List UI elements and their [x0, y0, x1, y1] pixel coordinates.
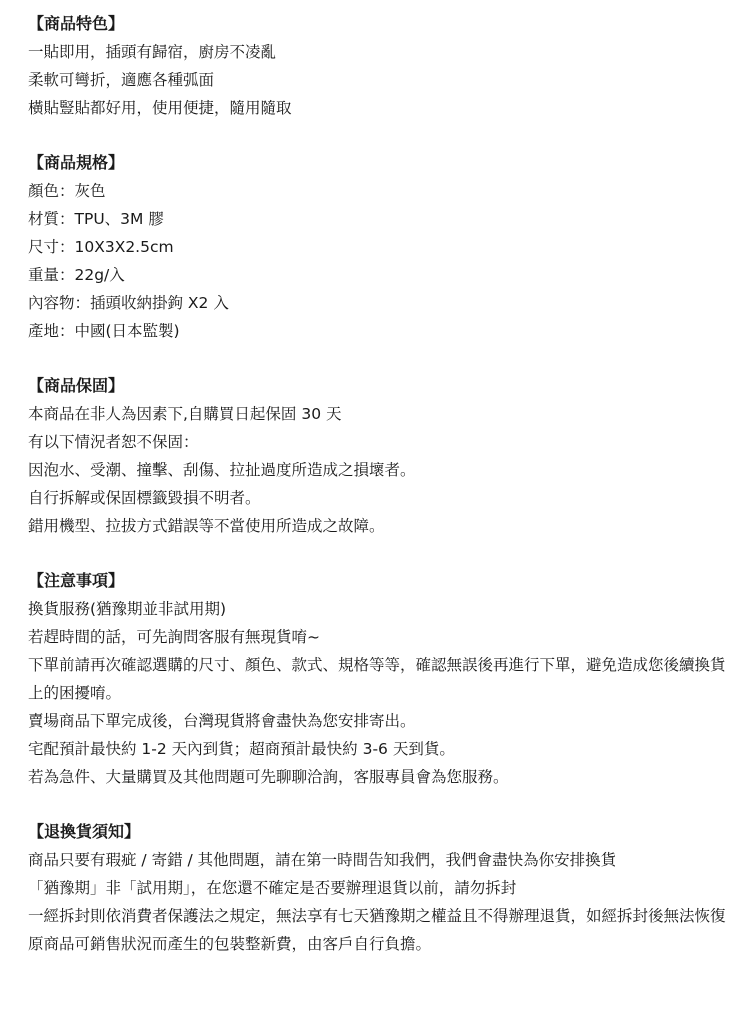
spec-size: 尺寸：10X3X2.5cm — [28, 238, 174, 256]
section-heading: 【退換貨須知】 — [28, 822, 141, 841]
text-line: 換貨服務(猶豫期並非試用期) — [28, 600, 227, 618]
text-line: 宅配預計最快約 1-2 天內到貨；超商預計最快約 3-6 天到貨。 — [28, 740, 455, 758]
text-line: 商品只要有瑕疵 / 寄錯 / 其他問題，請在第一時間告知我們，我們會盡快為你安排換貨 — [28, 851, 617, 869]
text-line: 橫貼豎貼都好用，使用便捷，隨用隨取 — [28, 99, 292, 117]
text-line: 下單前請再次確認選購的尺寸、顏色、款式、規格等等，確認無誤後再進行下單，避免造成您後續換貨上的困擾唷。 — [28, 656, 726, 702]
product-description — [28, 10, 728, 985]
section-heading: 【商品保固】 — [28, 376, 125, 395]
section-features — [28, 10, 728, 122]
spec-contents: 內容物：插頭收納掛鉤 X2 入 — [28, 294, 229, 312]
text-line: 賣場商品下單完成後，台灣現貨將會盡快為您安排寄出。 — [28, 712, 416, 730]
text-line: 因泡水、受潮、撞擊、刮傷、拉扯過度所造成之損壞者。 — [28, 461, 416, 479]
text-line: 自行拆解或保固標籤毀損不明者。 — [28, 489, 261, 507]
spec-material: 材質：TPU、3M 膠 — [28, 210, 164, 228]
section-specifications — [28, 149, 728, 345]
section-warranty — [28, 372, 728, 540]
spec-origin: 產地：中國(日本監製) — [28, 322, 180, 340]
text-line: 錯用機型、拉拔方式錯誤等不當使用所造成之故障。 — [28, 517, 385, 535]
section-returns — [28, 818, 728, 958]
spec-weight: 重量：22g/入 — [28, 266, 125, 284]
text-line: 有以下情況者恕不保固： — [28, 433, 199, 451]
text-line: 一貼即用，插頭有歸宿，廚房不凌亂 — [28, 43, 277, 61]
text-line: 本商品在非人為因素下,自購買日起保固 30 天 — [28, 405, 342, 423]
section-heading: 【商品特色】 — [28, 14, 125, 33]
spec-color: 顏色：灰色 — [28, 182, 106, 200]
text-line: 若趕時間的話，可先詢問客服有無現貨唷~ — [28, 628, 320, 646]
text-line: 若為急件、大量購買及其他問題可先聊聊洽詢，客服專員會為您服務。 — [28, 768, 509, 786]
section-notes — [28, 567, 728, 791]
text-line: 一經拆封則依消費者保護法之規定，無法享有七天猶豫期之權益且不得辦理退貨，如經拆封後無法恢復原商品可銷售狀況而產生的包裝整新費，由客戶自行負擔。 — [28, 907, 726, 953]
section-heading: 【注意事項】 — [28, 571, 125, 590]
section-heading: 【商品規格】 — [28, 153, 125, 172]
text-line: 柔軟可彎折，適應各種弧面 — [28, 71, 215, 89]
text-line: 「猶豫期」非「試用期」，在您還不確定是否要辦理退貨以前，請勿拆封 — [28, 879, 517, 897]
